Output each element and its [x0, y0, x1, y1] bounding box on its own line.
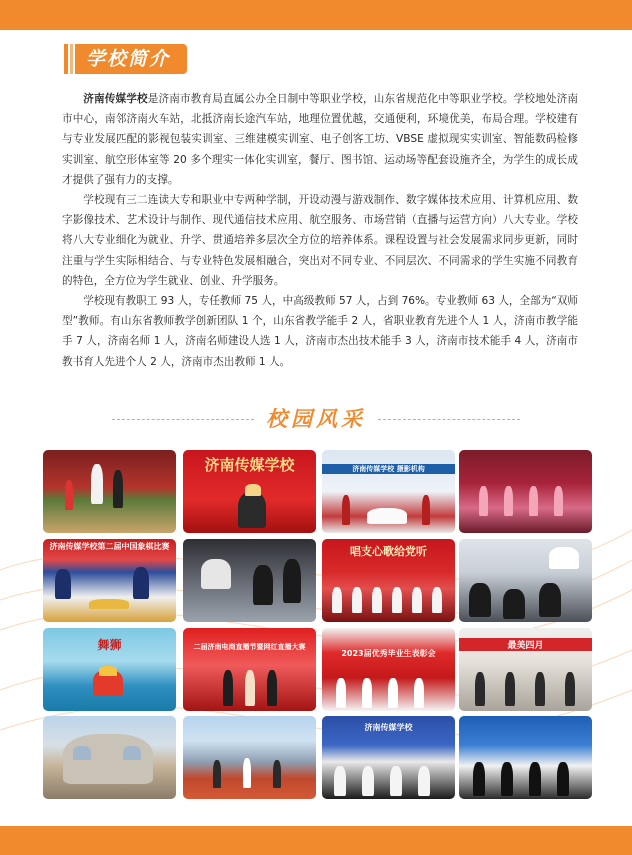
dashed-divider-right — [378, 419, 520, 420]
media-school-banner-photo — [183, 450, 316, 533]
basketball-photo — [183, 716, 316, 799]
photo-figure — [238, 492, 266, 528]
top-accent-bar — [0, 0, 632, 30]
campus-section-header — [112, 404, 520, 434]
photo-caption: 舞狮 — [97, 638, 122, 652]
photo-grid — [43, 450, 595, 804]
photo-figure — [432, 587, 442, 613]
intro-section-title: 学校简介 — [86, 48, 171, 70]
teacher-group-photo — [459, 716, 592, 799]
graduation-show-photo — [322, 628, 455, 711]
photo-figure — [267, 670, 277, 706]
photo-figure — [422, 495, 430, 525]
paragraph-text: 学校现有教职工 93 人，专任教师 75 人，中高级教师 57 人，占到 76%。专业教师 63 人，全部为“双师型”教师。有山东省教师教学创新团队 1 个，山东省教学能手 2 人，省职业教育先进个人 1 人，济南市教学能手 7 人，济南名师 1 人，济南名师建设人选 1 人，济南市杰出技术能手 3 人，济南市技术能手 4 人，济南市教书育人先进个人 2 人，济南市杰出教师 1 人。 — [62, 295, 578, 368]
photo-figure — [243, 758, 251, 788]
photo-figure — [557, 762, 569, 796]
photo-figure — [475, 672, 485, 706]
photo-figure — [334, 766, 346, 796]
photo-figure — [388, 678, 398, 708]
photo-figure — [332, 587, 342, 613]
photo-figure — [549, 547, 579, 569]
lion-dance-photo — [43, 628, 176, 711]
intro-paragraph — [62, 190, 578, 291]
photo-figure — [535, 672, 545, 706]
photo-figure — [390, 766, 402, 796]
header-stripe-light — [70, 44, 73, 74]
photo-caption: 济南传媒学校第二届中国象棋比赛 — [49, 542, 170, 551]
photo-figure — [503, 589, 525, 619]
photo-caption: 济南传媒学校 — [204, 456, 295, 474]
photo-figure — [554, 486, 563, 516]
photo-caption: 最美四月 — [459, 638, 592, 651]
dance-performance-photo — [459, 450, 592, 533]
student-group-photo — [322, 716, 455, 799]
photo-figure — [362, 678, 372, 708]
photo-caption: 2023届优秀毕业生表彰会 — [341, 649, 436, 658]
photo-figure — [113, 470, 123, 508]
header-stripe — [64, 44, 68, 74]
photo-figure — [372, 587, 382, 613]
bottom-accent-bar — [0, 826, 632, 855]
photo-figure — [505, 672, 515, 706]
photo-caption: 济南传媒学校 — [364, 723, 413, 732]
photo-figure — [55, 569, 71, 599]
photo-figure — [529, 762, 541, 796]
martial-arts-photo — [43, 450, 176, 533]
photo-figure — [367, 508, 407, 524]
paragraph-text: 学校现有三二连读大专和职业中专两种学制，开设动漫与游戏制作、数字媒体技术应用、计算机应用、数字影像技术、艺术设计与制作、现代通信技术应用、航空服务、市场营销（直播与运营方向）八大专业。学校将八大专业细化为就业、升学、贯通培养多层次全方位的培养体系。课程设置与社会发展需求同步更新，同时注重与学生实际相结合、与专业特色发展相融合，突出对不同专业、不同层次、不同需求的学生实施不同教育的特色，全方位为学生就业、创业、升学服务。 — [62, 194, 578, 287]
photo-figure — [253, 565, 273, 605]
photo-figure — [91, 464, 103, 504]
photo-figure — [273, 760, 281, 788]
photo-caption: 二届济南电商直播节暨网红直播大赛 — [193, 643, 306, 651]
photo-figure — [342, 495, 350, 525]
photo-figure — [223, 670, 233, 706]
photo-figure — [73, 746, 91, 760]
photo-figure — [245, 670, 255, 706]
photo-figure — [418, 766, 430, 796]
intro-body — [62, 89, 578, 372]
photo-figure — [362, 766, 374, 796]
photo-figure — [539, 583, 561, 617]
paragraph-text: 是济南市教育局直属公办全日制中等职业学校，山东省规范化中等职业学校。学校地处济南市中心，南邻济南火车站，北抵济南长途汽车站，地理位置优越，交通便利，环境优美，布局合理。学校建有与专业发展匹配的影视包装实训室、三维建模实训室、电子创客工坊、VBSE 虚拟现实实训室、智能数码检修实训室、航空形体室等 20 多个理实一体化实训室，餐厅、图书馆、运动场等配套设施齐全，为学生的成长成才提供了强有力的支撑。 — [62, 93, 578, 186]
intro-paragraph — [62, 291, 578, 372]
photo-figure — [352, 587, 362, 613]
photo-caption: 唱支心歌给党听 — [350, 545, 427, 558]
photo-figure — [479, 486, 488, 516]
photo-figure — [392, 587, 402, 613]
intro-paragraph — [62, 89, 578, 190]
photo-figure — [65, 480, 73, 510]
photo-figure — [201, 559, 231, 589]
photo-figure — [469, 583, 491, 617]
photo-figure — [245, 484, 261, 496]
photo-figure — [123, 746, 141, 760]
photo-figure — [504, 486, 513, 516]
choir-photo — [322, 539, 455, 622]
party-ceremony-photo — [43, 539, 176, 622]
photo-figure — [414, 678, 424, 708]
campus-section-title: 校园风采 — [266, 407, 366, 431]
intro-section-header — [64, 44, 192, 74]
photo-figure — [565, 672, 575, 706]
photo-figure — [213, 760, 221, 788]
photo-figure — [283, 559, 301, 603]
photo-figure — [89, 599, 129, 609]
campus-building-photo — [43, 716, 176, 799]
photo-figure — [529, 486, 538, 516]
digital-drawing-photo — [183, 539, 316, 622]
school-name: 济南传媒学校 — [83, 93, 148, 105]
photo-caption: 济南传媒学校 摄影机构 — [322, 464, 455, 474]
photo-figure — [501, 762, 513, 796]
livestream-contest-photo — [183, 628, 316, 711]
photo-figure — [133, 567, 149, 599]
exhibition-stage-photo — [322, 450, 455, 533]
photo-figure — [336, 678, 346, 708]
award-ceremony-photo — [459, 628, 592, 711]
photo-figure — [412, 587, 422, 613]
photo-figure — [99, 666, 117, 676]
classroom-photo — [459, 539, 592, 622]
dashed-divider-left — [112, 419, 254, 420]
photo-figure — [473, 762, 485, 796]
